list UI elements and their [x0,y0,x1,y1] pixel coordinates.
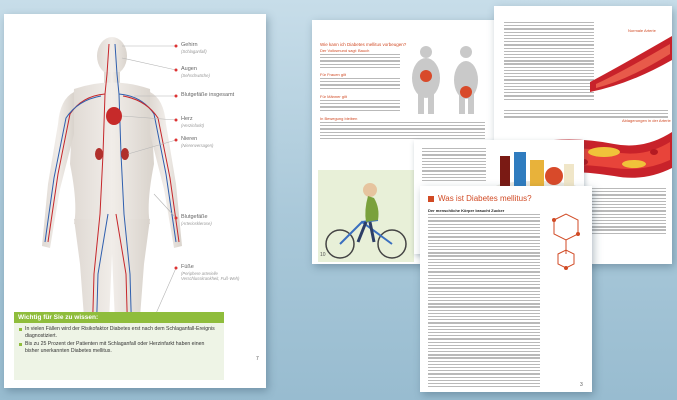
info-box-list [14,323,224,359]
label-kidneys-sub: (Nierenversagen) [181,143,214,148]
label-brain: Gehirn [181,42,198,48]
label-eyes-sub: (Sehschwäche) [181,73,210,78]
label-brain-sub: (Schlaganfall) [181,49,207,54]
diabetes-subheading: Der menschliche Körper braucht Zucker [428,208,505,213]
kidney-right [121,148,129,160]
label-vessels-overall: Blutgefäße insgesamt [181,92,235,98]
prevention-heading: Wie kann ich Diabetes mellitus vorbeugen? [320,42,407,47]
prevention-subheading-4: In Bewegung bleiben [320,116,358,121]
prevention-subheading-2: Für Frauen gilt [320,72,347,77]
diabetes-heading: Was ist Diabetes mellitus? [438,194,532,203]
diabetes-intro-page [420,186,592,392]
body-shape-illustration [404,44,490,116]
label-vessels-sub: (Arteriosklerose) [181,221,212,226]
diabetes-page-number: 3 [580,382,583,388]
label-heart: Herz [181,116,193,122]
label-eyes: Augen [181,66,197,72]
glucose-molecule-illustration [544,210,590,272]
arteries-text [504,22,594,102]
prevention-subheading-1: Der Volksmund sagt: Bauch [320,48,370,53]
diabetes-text [428,214,540,389]
prevention-text [320,54,400,70]
kidney-left [95,148,103,160]
label-vessels: Blutgefäße [181,214,208,220]
label-feet-sub: (Periphere arterielle Verschlusskrankheit, Fuß-Weh) [181,271,240,281]
info-box [14,312,224,380]
normal-artery-illustration [590,32,672,92]
label-kidneys: Nieren [181,136,198,142]
main-page [4,14,266,388]
info-box-title: Wichtig für Sie zu wissen: [14,312,224,323]
label-feet: Füße [181,264,194,270]
normal-artery-caption: Normale Arterie [628,28,656,33]
prevention-page-number: 10 [320,252,326,258]
label-heart-sub: (Herzinfarkt) [181,123,205,128]
info-bullet: Bis zu 25 Prozent der Patienten mit Schlaganfall oder Herzinfarkt haben einen bisher unerkannten Diabetes mellitus. [19,341,219,355]
heading-marker [428,196,434,202]
prevention-subheading-3: Für Männer gilt [320,94,347,99]
heart-shape [106,107,122,125]
page-number: 7 [256,356,259,362]
blocked-artery-caption: Ablagerungen in der Arterie [622,118,671,123]
cyclist-illustration [318,170,414,262]
info-bullet: In vielen Fällen wird der Risikofaktor Diabetes erst nach dem Schlaganfall-Ereignis diagnostiziert. [19,326,219,340]
